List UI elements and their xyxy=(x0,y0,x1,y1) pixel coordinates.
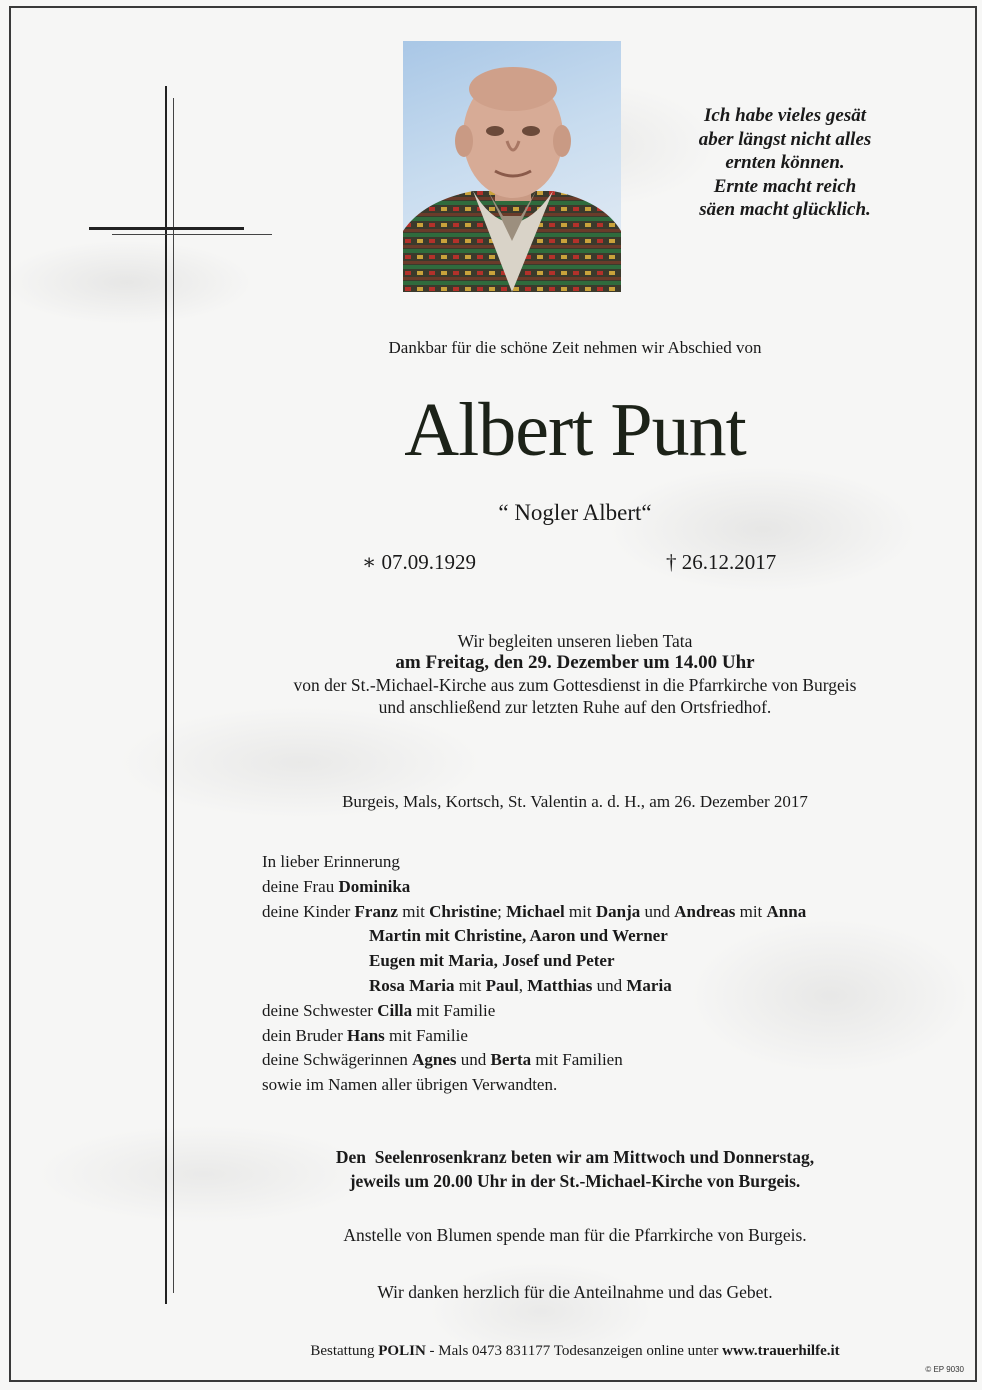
mourner-line: In lieber Erinnerung xyxy=(262,852,400,871)
thanks-note: Wir danken herzlich für die Anteilnahme und das Gebet. xyxy=(377,1282,773,1302)
service-date-time: am Freitag, den 29. Dezember um 14.00 Uhr xyxy=(395,652,755,673)
cross-horizontal-shadow xyxy=(112,234,272,235)
mourners-list xyxy=(262,850,922,1098)
funeral-service-info xyxy=(240,630,910,718)
cross-vertical-shadow xyxy=(173,98,174,1293)
verse-line: Ich habe vieles gesät xyxy=(703,105,866,126)
cross-horizontal-bar xyxy=(89,227,244,230)
mourner-line: deine Schwägerinnen Agnes und Berta mit Familien xyxy=(262,1050,623,1070)
mourner-line: sowie im Namen aller übrigen Verwandten. xyxy=(262,1075,558,1095)
mourner-line: Rosa Maria mit Paul, Matthias und Maria xyxy=(369,975,672,995)
mourner-line: Eugen mit Maria, Josef und Peter xyxy=(369,951,615,971)
mourner-line: dein Bruder Hans mit Familie xyxy=(262,1025,468,1045)
rosary-line: Den Seelenrosenkranz beten wir am Mittwoch und Donnerstag, xyxy=(335,1147,815,1167)
funeral-home-footer: Bestattung POLIN - Mals 0473 831177 Todesanzeigen online unter www.trauerhilfe.it xyxy=(310,1343,840,1359)
deceased-name: Albert Punt xyxy=(404,388,746,472)
verse-line: aber längst nicht alles xyxy=(698,128,872,150)
intro-text: Dankbar für die schöne Zeit nehmen wir Abschied von xyxy=(388,338,762,357)
cross-vertical-bar xyxy=(165,86,167,1304)
memorial-verse xyxy=(660,104,910,222)
rosary-line: jeweils um 20.00 Uhr in der St.-Michael-Kirche von Burgeis. xyxy=(349,1171,801,1191)
mourner-line: deine Schwester Cilla mit Familie xyxy=(262,1000,496,1020)
rosary-info xyxy=(240,1145,910,1193)
service-line: Wir begleiten unseren lieben Tata xyxy=(457,631,693,651)
portrait-person-icon xyxy=(403,41,621,292)
deceased-nickname: “ Nogler Albert“ xyxy=(498,500,652,525)
mourner-line: deine Kinder Franz mit Christine; Michael mit Danja und Andreas mit Anna xyxy=(262,901,807,921)
donation-note: Anstelle von Blumen spende man für die Pfarrkirche von Burgeis. xyxy=(343,1225,807,1245)
service-line: und anschließend zur letzten Ruhe auf den Ortsfriedhof. xyxy=(378,697,772,717)
place-and-date: Burgeis, Mals, Kortsch, St. Valentin a. d. H., am 26. Dezember 2017 xyxy=(342,792,808,811)
birth-date: ∗ 07.09.1929 xyxy=(362,550,477,574)
portrait-photo xyxy=(403,41,621,292)
service-line: von der St.-Michael-Kirche aus zum Gottesdienst in die Pfarrkirche von Burgeis xyxy=(293,675,857,695)
verse-line: säen macht glücklich. xyxy=(699,199,871,220)
print-code: © EP 9030 xyxy=(925,1365,964,1374)
mourner-line: deine Frau Dominika xyxy=(262,876,411,896)
website-link[interactable]: www.trauerhilfe.it xyxy=(722,1343,840,1359)
verse-line: Ernte macht reich xyxy=(713,175,857,197)
mourner-line: Martin mit Christine, Aaron und Werner xyxy=(369,926,668,946)
death-date: † 26.12.2017 xyxy=(666,550,777,574)
verse-line: ernten können. xyxy=(725,152,845,173)
